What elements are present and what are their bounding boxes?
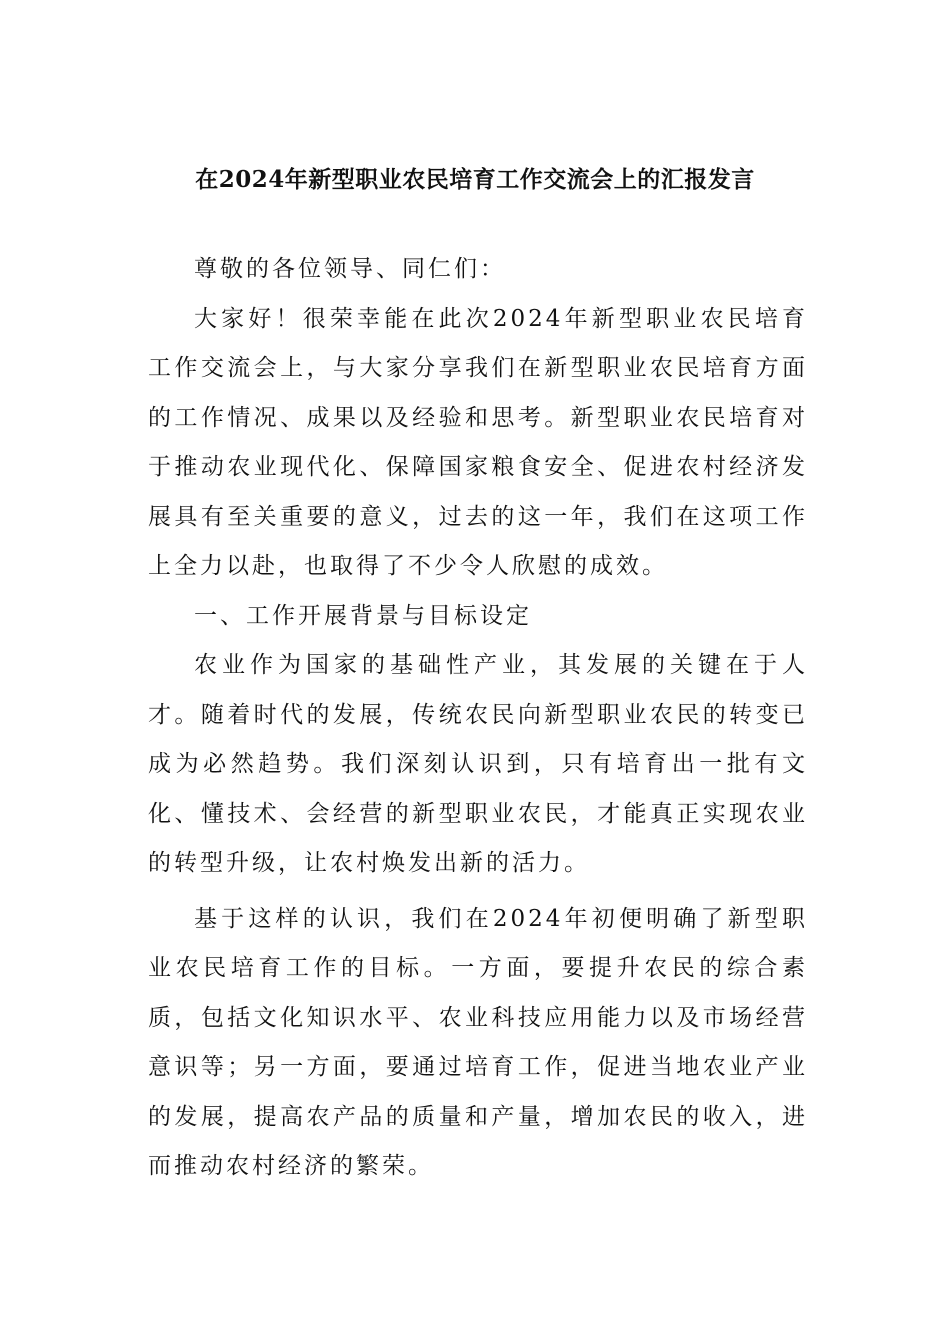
section-heading: 一、工作开展背景与目标设定 — [194, 602, 532, 629]
document-body — [148, 245, 808, 1192]
intro-paragraph: 大家好！很荣幸能在此次2024年新型职业农民培育工作交流会上，与大家分享我们在新型职业农民培育方面的工作情况、成果以及经验和思考。新型职业农民培育对于推动农业现代化、保障国家粮食安全、促进农村经济发展具有至关重要的意义，过去的这一年，我们在这项工作上全力以赴，也取得了不少令人欣慰的成效。 — [148, 305, 808, 579]
background-paragraph: 农业作为国家的基础性产业，其发展的关键在于人才。随着时代的发展，传统农民向新型职业农民的转变已成为必然趋势。我们深刻认识到，只有培育出一批有文化、懂技术、会经营的新型职业农民，才能真正实现农业的转型升级，让农村焕发出新的活力。 — [148, 652, 808, 876]
goals-paragraph: 基于这样的认识，我们在2024年初便明确了新型职业农民培育工作的目标。一方面，要提升农民的综合素质，包括文化知识水平、农业科技应用能力以及市场经营意识等；另一方面，要通过培育工作，促进当地农业产业的发展，提高农产品的质量和产量，增加农民的收入，进而推动农村经济的繁荣。 — [148, 905, 808, 1179]
document-title: 在2024年新型职业农民培育工作交流会上的汇报发言 — [195, 166, 755, 193]
greeting-paragraph: 尊敬的各位领导、同仁们： — [194, 256, 506, 282]
